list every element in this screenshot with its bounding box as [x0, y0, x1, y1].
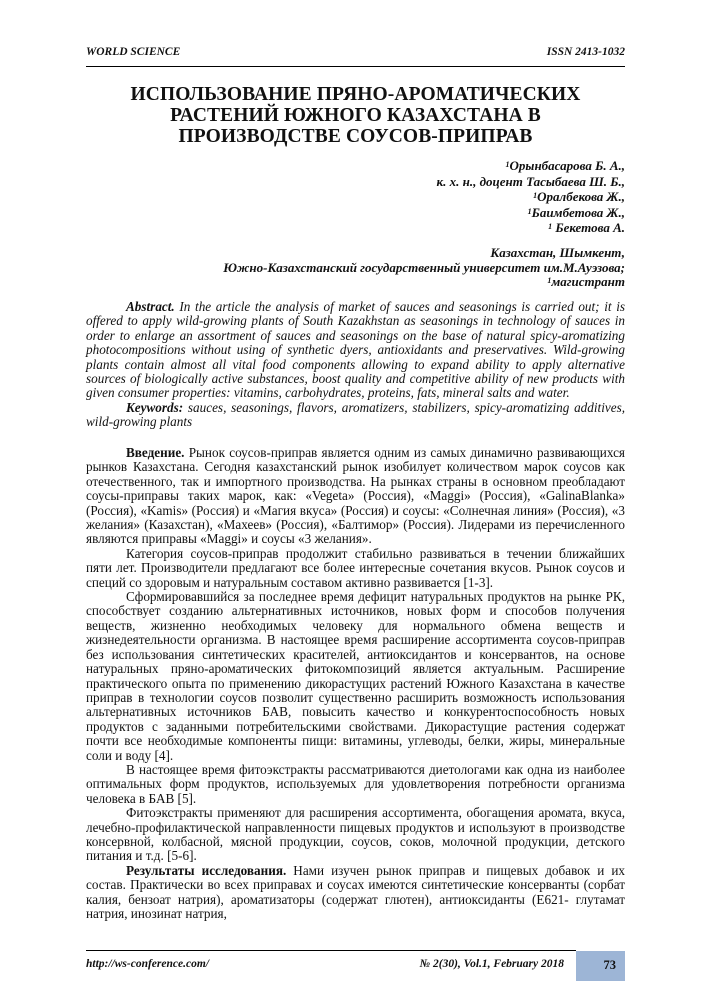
results-label: Результаты исследования. [126, 862, 287, 878]
affiliation [223, 246, 625, 290]
author-footnote-mark: 1 [548, 222, 553, 231]
keywords-label: Keywords: [126, 399, 184, 415]
body-paragraph: В настоящее время фитоэкстракты рассматриваются диетологами как одна из наиболее оптимальных форм продуктов, используемых для удовлетворения потребности организма человека в БАВ [5]. [86, 761, 625, 806]
body-paragraph: Фитоэкстракты применяют для расширения ассортимента, обогащения аромата, вкуса, лечебно-профилактической направленности пищевых продуктов и используют в производстве консервной, колбасной, мясной продукции, соусов, соков, молочной продукции, детского питания и т.д. [5-6]. [86, 805, 625, 864]
abstract-section [86, 300, 625, 430]
footer-url-link[interactable]: http://ws-conference.com/ [86, 958, 209, 970]
author-name: Бекетова А. [552, 220, 625, 235]
author-name: Орынбасарова Б. А., [509, 158, 625, 173]
main-body [86, 446, 625, 921]
affiliation-location: Казахстан, Шымкент, [490, 245, 625, 260]
results-paragraph [86, 864, 625, 922]
author-name: Оралбекова Ж., [537, 189, 625, 204]
body-paragraph: Сформировавшийся за последнее время дефицит натуральных продуктов на рынке РК, способствует созданию альтернативных источников, новых форм и способов получения веществ, жизненно необходимых человеку для нормального обмена веществ и жизнедеятельности организма. В настоящее время расширение ассортимента соусов-приправ без использования синтетических красителей, антиоксидантов и консервантов, на основе натуральных пряно-ароматических фитокомпозиций является актуальным. Расширение практического опыта по применению дикорастущих растений Южного Казахстана в качестве приправ в технологии соусов позволит существенно расширить возможность использования альтернативных источников БАВ, повысить качество и конкурентоспособность новых продуктов с заданными потребительскими свойствами. Дикорастущие растения содержат почти все необходимые компоненты пищи: витамины, углеводы, белки, жиры, минеральные соли и воду [4]. [86, 589, 625, 763]
results-text: Нами изучен рынок приправ и пищевых добавок и их состав. Практически во всех приправах и соусах имеются синтетические консерванты (сорбат калия, бензоат натрия), ароматизаторы (содержат глютен), антиоксиданты (E621- глутамат натрия, инозинат натрия, [86, 862, 625, 921]
abstract-text: In the article the analysis of market of sauces and seasonings is carried out; it is offered to apply wild-growing plants of South Kazakhstan as seasonings in technology of sauces in order to enlarge an assortment of sauces and seasonings on the base of natural spicy-aromatizing photocompositions without using of synthetic dyers, antioxidants and preservatives. Wild-growing plants contain almost all vital food components allowing to expand ability to apply alternative sources of biologically active substances, boost quality and competitive ability of new products with given consumer properties: vitamins, carbohydrates, proteins, fats, mineral salts and water. [86, 299, 625, 401]
author [437, 220, 625, 236]
author [437, 189, 625, 205]
footer-rule [86, 950, 576, 951]
author-list [437, 158, 625, 236]
author-footnote-mark: 1 [505, 160, 510, 169]
author [437, 174, 625, 190]
issn: ISSN 2413-1032 [546, 46, 625, 58]
note-text: магистрант [551, 274, 625, 289]
page-number-box [576, 951, 625, 981]
title-line: ИСПОЛЬЗОВАНИЕ ПРЯНО-АРОМАТИЧЕСКИХ [130, 84, 581, 105]
keywords-text: sauces, seasonings, flavors, aromatizers, stabilizers, spicy-aromatizing additives, wild-growing plants [86, 399, 625, 430]
affiliation-university: Южно-Казахстанский государственный университет им.М.Ауэзова; [223, 259, 625, 275]
author [437, 205, 625, 221]
affiliation-note [223, 275, 625, 290]
author-footnote-mark: 1 [527, 206, 532, 216]
page-footer [86, 950, 626, 982]
title-line: ПРОИЗВОДСТВЕ СОУСОВ-ПРИПРАВ [178, 126, 533, 147]
journal-name: WORLD SCIENCE [86, 46, 181, 58]
footnote-mark: 1 [547, 276, 552, 285]
running-header [86, 44, 625, 67]
author-footnote-mark: 1 [533, 191, 538, 200]
title-line: РАСТЕНИЙ ЮЖНОГО КАЗАХСТАНА В [170, 105, 541, 126]
abstract-paragraph [86, 300, 625, 401]
intro-text: Рынок соусов-приправ является одним из самых динамично развивающихся рынков Казахстана. Сегодня казахстанский рынок изобилует количеством марок соусов как отечественного, так и импортного производства. На рынках страны в основном преобладают соусы-приправы таких марок, как: «Vegeta» (Россия), «Maggi» (Россия), «GalinaBlanka» (Россия), «Kamis» (Россия) и «Магия вкуса» (Россия) и соусы: «Солнечная линия» (Россия), «3 желания» (Казахстан), «Махеев» (Россия), «Балтимор» (Россия). Лидерами из перечисленного являются приправы «Maggi» и соусы «3 желания». [86, 445, 625, 547]
author [437, 158, 625, 174]
page-number: 73 [603, 958, 616, 972]
article-title [86, 84, 625, 147]
issue-info: № 2(30), Vol.1, February 2018 [419, 958, 564, 970]
intro-paragraph [86, 446, 625, 547]
intro-label: Введение. [126, 445, 185, 460]
keywords-paragraph [86, 401, 625, 430]
author-name: Баимбетова Ж., [531, 204, 625, 220]
author-name: к. х. н., доцент Тасыбаева Ш. Б., [436, 173, 625, 189]
body-paragraph: Категория соусов-приправ продолжит стабильно развиваться в течении ближайших пяти лет. Производители предлагают все более интересные сочетания вкусов. Рынок соусов и специй со здоровым и натуральным составом активно развивается [1-3]. [86, 545, 625, 590]
abstract-label: Abstract. [126, 299, 175, 314]
